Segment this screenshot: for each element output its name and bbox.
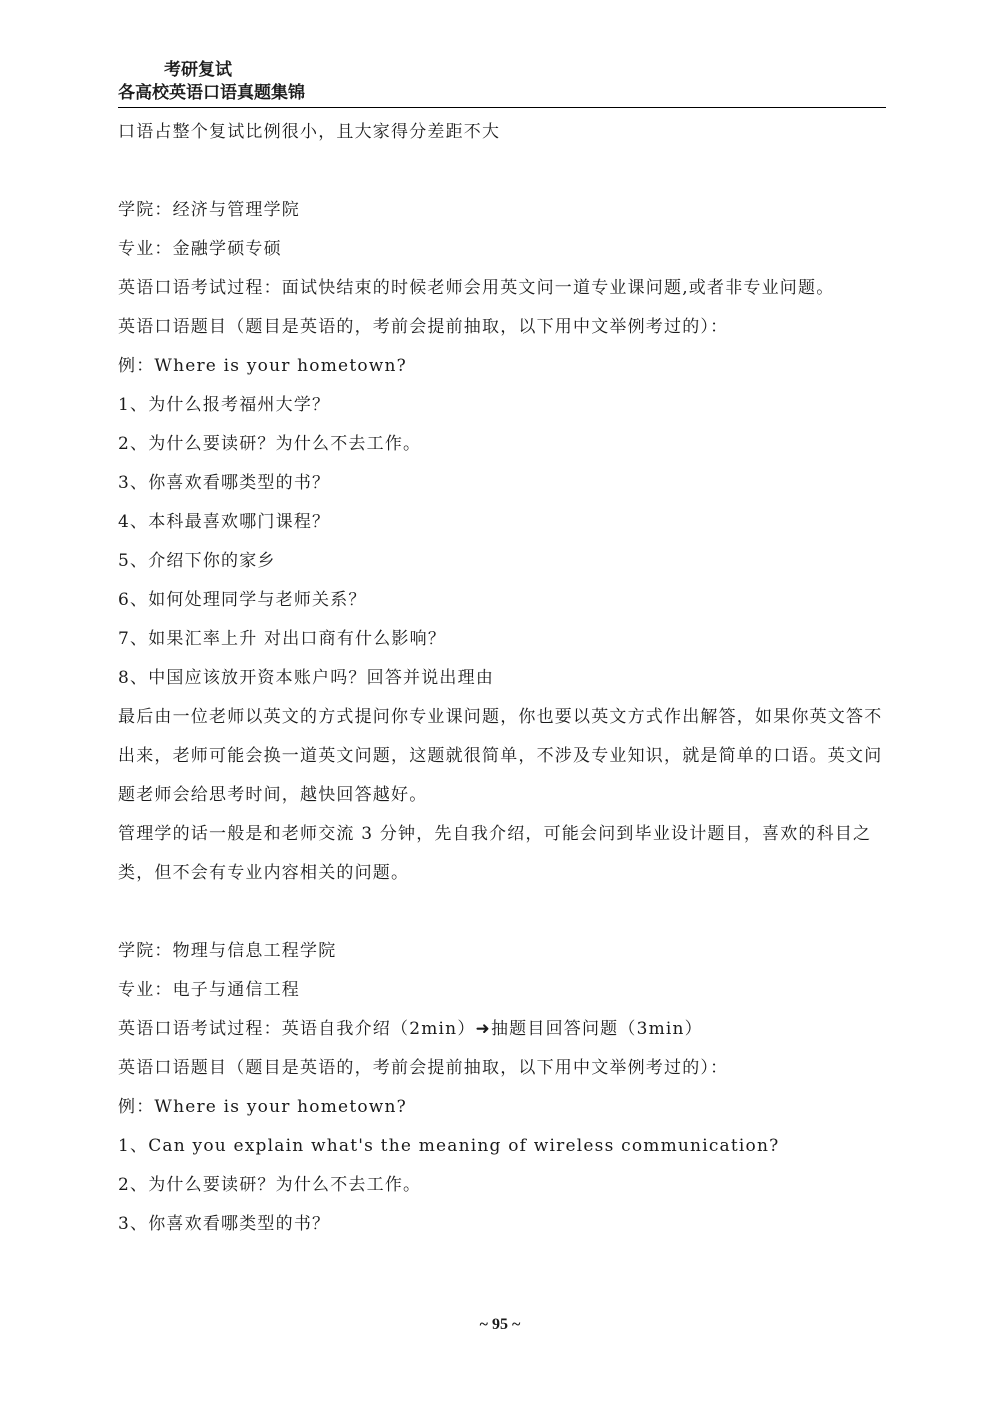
section-spacer [118, 152, 886, 191]
section1-college: 学院：经济与管理学院 [118, 200, 300, 220]
section1-note: 管理学的话一般是和老师交流 3 分钟，先自我介绍，可能会问到毕业设计题目，喜欢的科目之类，但不会有专业内容相关的问题。 [118, 824, 872, 883]
section1-note: 最后由一位老师以英文的方式提问你专业课问题，你也要以英文方式作出解答，如果你英文答不出来，老师可能会换一道英文问题，这题就很简单，不涉及专业知识，就是简单的口语。英文问题老师会给思考时间，越快回答越好。 [118, 707, 883, 805]
section1-example: 例：Where is your hometown? [118, 356, 408, 376]
section1-question: 5、介绍下你的家乡 [118, 551, 276, 571]
section1-major: 专业：金融学硕专硕 [118, 239, 282, 259]
section2-example: 例：Where is your hometown? [118, 1097, 408, 1117]
intro-paragraph: 口语占整个复试比例很小，且大家得分差距不大 [118, 122, 501, 142]
section2-question: 1、Can you explain what's the meaning of wireless communication? [118, 1136, 780, 1156]
section2-question: 2、为什么要读研？为什么不去工作。 [118, 1175, 422, 1195]
header-title: 考研复试 [164, 60, 232, 80]
document-body [118, 113, 886, 1244]
section1-topics-intro: 英语口语题目（题目是英语的，考前会提前抽取，以下用中文举例考过的）： [118, 317, 729, 337]
section1-question: 1、为什么报考福州大学？ [118, 395, 331, 415]
page-header [118, 58, 886, 108]
section-spacer [118, 893, 886, 932]
section2-topics-intro: 英语口语题目（题目是英语的，考前会提前抽取，以下用中文举例考过的）： [118, 1058, 729, 1078]
section2-question: 3、你喜欢看哪类型的书？ [118, 1214, 331, 1234]
section1-question: 3、你喜欢看哪类型的书？ [118, 473, 331, 493]
section1-question: 7、如果汇率上升 对出口商有什么影响？ [118, 629, 447, 649]
section2-major: 专业：电子与通信工程 [118, 980, 300, 1000]
section2-college: 学院：物理与信息工程学院 [118, 941, 337, 961]
header-subtitle: 各高校英语口语真题集锦 [118, 82, 886, 108]
section1-question: 4、本科最喜欢哪门课程？ [118, 512, 331, 532]
section1-question: 2、为什么要读研？为什么不去工作。 [118, 434, 422, 454]
section1-process: 英语口语考试过程：面试快结束的时候老师会用英文问一道专业课问题,或者非专业问题。 [118, 278, 835, 298]
section1-question: 8、中国应该放开资本账户吗？回答并说出理由 [118, 668, 495, 688]
section1-question: 6、如何处理同学与老师关系？ [118, 590, 367, 610]
page-number: ~ 95 ~ [479, 1316, 521, 1333]
section2-process: 英语口语考试过程：英语自我介绍（2min）➜抽题目回答问题（3min） [118, 1019, 703, 1039]
